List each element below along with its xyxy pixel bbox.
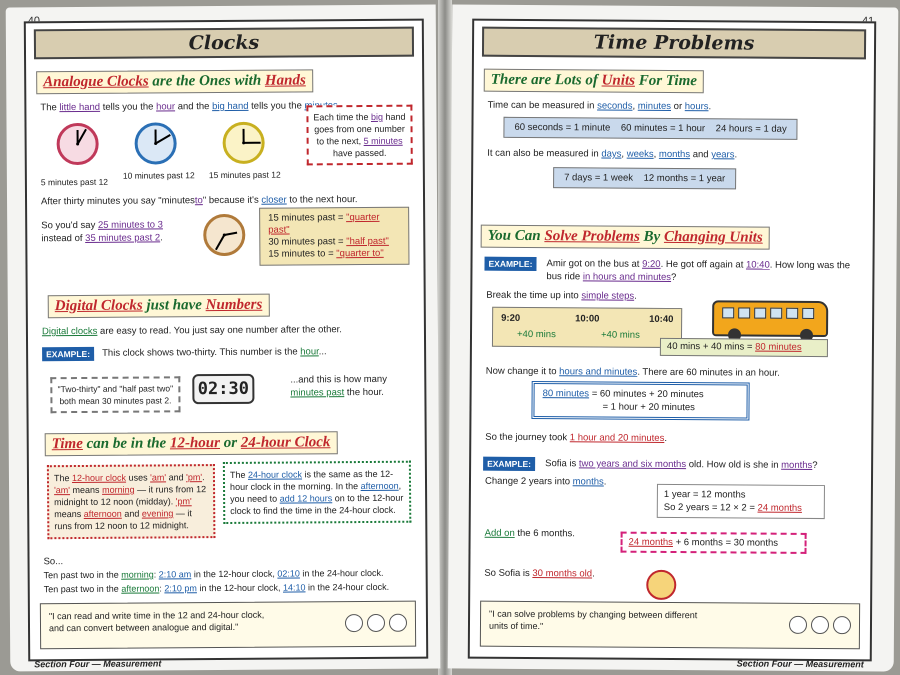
years-line: 1 year = 12 months [663,488,746,501]
quarter-scroll: 15 minutes past = "quarter past" 30 minutes past = "half past" 15 minutes to = "quarter to" [259,207,409,266]
heading-12-24-hour: Time can be in the 12-hour or 24-hour Clock [45,431,338,456]
section-footer: Section Four — Measurement [736,658,864,670]
days-intro: It can also be measured in days, weeks, months and years. [487,147,738,161]
tick-circle[interactable] [367,614,385,632]
digital-clock-display: 02:30 [192,374,254,404]
learning-objective-box [480,601,860,650]
clock-caption: 10 minutes past 12 [122,170,195,181]
minutes-past-text: ...and this is how many minutes past the hour. [290,373,387,399]
clock-caption: 5 minutes past 12 [40,176,109,188]
analogue-intro: The little hand tells you the hour and the big hand tells you the [40,100,302,114]
clock-mascot-icon [646,570,676,600]
section-footer: Section Four — Measurement [34,658,162,670]
bus-illustration [712,300,828,337]
example-badge: EXAMPLE: [484,257,536,271]
sum-strip: 40 mins + 40 mins = 80 minutes [660,338,828,357]
day-conversions-ribbon: 7 days = 1 week 12 months = 1 year [553,167,736,189]
example-badge: EXAMPLE: [42,347,94,361]
you-would-say-text: So you'd say 25 minutes to 3 instead of 35 minutes past 2. [41,219,163,245]
left-page [6,5,441,672]
time-step: 10:40 [649,313,674,326]
sofia-example-text: Sofia is two years and six months old. How old is she in months? [545,458,818,472]
self-assessment-ticks[interactable] [789,616,851,634]
clock-icon [222,122,264,164]
conversion-calculation: 80 minutes = 60 minutes + 20 minutes = 1 hour + 20 minutes [531,381,749,421]
digital-example-text: This clock shows two-thirty. This number is the hour... [102,346,327,359]
add-months-box: 24 months + 6 months = 30 months [621,532,807,554]
add-months-text: Add on the 6 months. [484,527,575,540]
time-steps-diagram [492,307,682,348]
time-step: 10:00 [575,313,600,325]
heading-digital: Digital Clocks just have Numbers [48,294,270,319]
learning-objective-text: "I can solve problems by changing between different units of time." [488,608,698,632]
step-increment: +40 mins [516,328,556,341]
left-frame [24,19,428,662]
clock-caption: 15 minutes past 12 [208,169,281,181]
tick-circle[interactable] [833,616,851,634]
calc-result: = 1 hour + 20 minutes [602,401,695,414]
page-title: Time Problems [482,27,866,60]
time-step: 9:20 [501,312,521,324]
twelve-hour-box: The 12-hour clock uses 'am' and 'pm'. 'am' means morning — it runs from 12 midnight to 12 noon (midday). 'pm' means afternoon and evening — it runs from 12 noon to 12 midnight. [47,464,216,539]
tick-circle[interactable] [811,616,829,634]
thirty-minutes-text: After thirty minutes you say "minutesto" because it's closer to the next hour. [41,194,358,208]
morning-example: Ten past two in the morning: 2:10 am in the 12-hour clock, 02:10 in the 24-hour clock. [43,567,384,581]
example-badge: EXAMPLE: [483,457,535,471]
so-label: So... [43,556,64,568]
page-title: Clocks [34,27,414,60]
clock-icon [203,214,245,256]
self-assessment-ticks[interactable] [345,614,407,632]
big-hand-note: Each time the big hand goes from one number to the next, 5 minutes have passed. [306,105,412,166]
right-page [448,4,899,671]
years-calc-box: 1 year = 12 months So 2 years = 12 × 2 = 24 months [657,484,825,519]
unit-conversions-ribbon: 60 seconds = 1 minute 60 minutes = 1 hour 24 hours = 1 day [503,117,797,140]
tick-circle[interactable] [389,614,407,632]
heading-units: There are Lots of Units For Time [484,69,704,94]
change-years-text: Change 2 years into months. [484,475,607,488]
break-steps-text: Break the time up into simple steps. [486,289,637,302]
sofia-result-text: So Sofia is 30 months old. [484,567,595,580]
clock-icon [56,123,98,165]
bus-example-text: Amir got on the bus at 9:20. He got off again at 10:40. How long was the bus ride in hours and minutes? [546,258,851,284]
learning-objective-box [40,601,416,650]
change-units-text: Now change it to hours and minutes. There are 60 minutes in an hour. [485,365,780,379]
tick-circle[interactable] [789,616,807,634]
learning-objective-text: "I can read and write time in the 12 and 24-hour clock, and can convert between analogue and digital." [48,609,265,634]
units-intro: Time can be measured in seconds, minutes or hours. [487,99,712,113]
heading-solve-problems: You Can Solve Problems By Changing Units [481,225,770,250]
twenty-four-hour-box: The 24-hour clock is the same as the 12-hour clock in the morning. In the afternoon, you need to add 12 hours on to the 12-hour clock to find the time in the 24-hour clock. [223,461,411,524]
right-frame [468,19,876,662]
heading-analogue: Analogue Clocks are the Ones with Hands [36,69,313,94]
tick-circle[interactable] [345,614,363,632]
clock-icon [134,122,176,164]
step-increment: +40 mins [600,329,640,341]
afternoon-example: Ten past two in the afternoon: 2:10 pm in the 12-hour clock, 14:10 in the 24-hour clock. [43,581,390,595]
digital-intro: Digital clocks are easy to read. You just say one number after the other. [41,324,342,338]
two-thirty-note: "Two-thirty" and "half past two" both mean 30 minutes past 2. [50,376,180,413]
journey-result-text: So the journey took 1 hour and 20 minutes. [485,431,668,444]
